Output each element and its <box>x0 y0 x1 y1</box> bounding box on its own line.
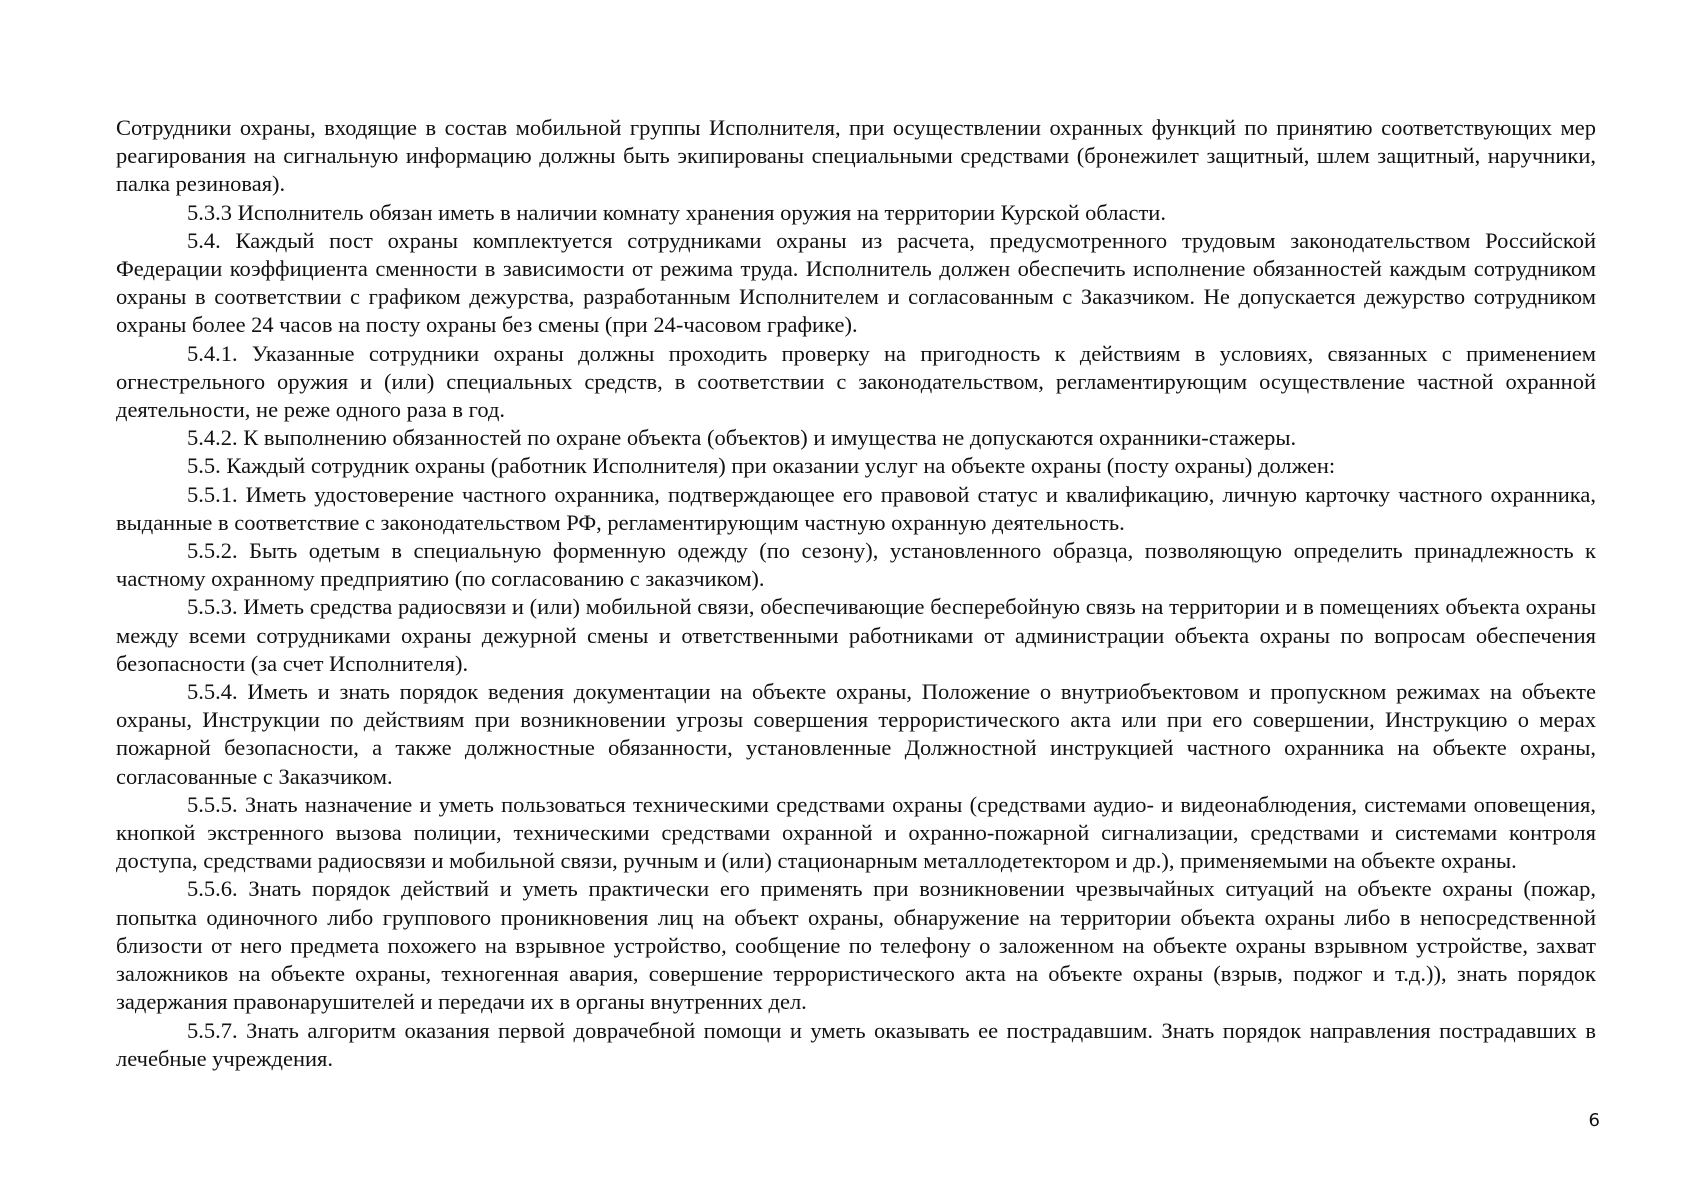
paragraph-5-3-3: 5.3.3 Исполнитель обязан иметь в наличии комнату хранения оружия на территории Курской области. <box>187 199 1166 225</box>
paragraph-5-4-2: 5.4.2. К выполнению обязанностей по охране объекта (объектов) и имущества не допускаются охранники-стажеры. <box>187 425 1297 451</box>
paragraph-5-5-4: 5.5.4. Иметь и знать порядок ведения документации на объекте охраны, Положение о внутриобъектовом и пропускном режимах на объекте охраны, Инструкции по действиям при возникновении угрозы совершения террористического акта или при его совершении, Инструкцию о мерах пожарной безопасности, а также должностные обязанности, установленные Должностной инструкцией частного охранника на объекте охраны, согласованные с Заказчиком. <box>116 679 1596 789</box>
paragraph-5-4: 5.4. Каждый пост охраны комплектуется сотрудниками охраны из расчета, предусмотренного трудовым законодательством Российской Федерации коэффициента сменности в зависимости от режима труда. Исполнитель должен обеспечить исполнение обязанностей каждым сотрудником охраны в соответствии с графиком дежурства, разработанным Исполнителем и согласованным с Заказчиком. Не допускается дежурство сотрудником охраны более 24 часов на посту охраны без смены (при 24-часовом графике). <box>116 227 1596 338</box>
paragraph-5-4-1: 5.4.1. Указанные сотрудники охраны должны проходить проверку на пригодность к действиям в условиях, связанных с применением огнестрельного оружия и (или) специальных средств, в соответствии с законодательством, регламентирующим осуществление частной охранной деятельности, не реже одного раза в год. <box>116 340 1596 423</box>
document-body <box>116 114 1596 1073</box>
paragraph-5-5-6: 5.5.6. Знать порядок действий и уметь практически его применять при возникновении чрезвычайных ситуаций на объекте охраны (пожар, попытка одиночного либо группового проникновения лиц на объект охраны, обнаружение на территории объекта охраны либо в непосредственной близости от него предмета похожего на взрывное устройство, сообщение по телефону о заложенном на объекте охраны взрывном устройстве, захват заложников на объекте охраны, техногенная авария, совершение террористического акта на объекте охраны (взрыв, поджог и т.д.)), знать порядок задержания правонарушителей и передачи их в органы внутренних дел. <box>116 876 1596 1015</box>
paragraph-continuation: Сотрудники охраны, входящие в состав мобильной группы Исполнителя, при осуществлении охранных функций по принятию соответствующих мер реагирования на сигнальную информацию должны быть экипированы специальными средствами (бронежилет защитный, шлем защитный, наручники, палка резиновая). <box>116 115 1596 197</box>
paragraph-5-5-3: 5.5.3. Иметь средства радиосвязи и (или) мобильной связи, обеспечивающие бесперебойную связь на территории и в помещениях объекта охраны между всеми сотрудниками охраны дежурной смены и ответственными работниками от администрации объекта охраны по вопросам обеспечения безопасности (за счет Исполнителя). <box>116 594 1596 676</box>
paragraph-5-5-2: 5.5.2. Быть одетым в специальную форменную одежду (по сезону), установленного образца, позволяющую определить принадлежность к частному охранному предприятию (по согласованию с заказчиком). <box>116 538 1596 592</box>
page-number: 6 <box>1588 1110 1600 1131</box>
paragraph-5-5-5: 5.5.5. Знать назначение и уметь пользоваться техническими средствами охраны (средствами аудио- и видеонаблюдения, системами оповещения, кнопкой экстренного вызова полиции, техническими средствами охранной и охранно-пожарной сигнализации, средствами и системами контроля доступа, средствами радиосвязи и мобильной связи, ручным и (или) стационарным металлодетектором и др.), применяемыми на объекте охраны. <box>116 791 1596 874</box>
paragraph-5-5: 5.5. Каждый сотрудник охраны (работник Исполнителя) при оказании услуг на объекте охраны (посту охраны) должен: <box>187 453 1336 479</box>
paragraph-5-5-1: 5.5.1. Иметь удостоверение частного охранника, подтверждающее его правовой статус и квалификацию, личную карточку частного охранника, выданные в соответствие с законодательством РФ, регламентирующим частную охранную деятельность. <box>116 481 1596 535</box>
paragraph-5-5-7: 5.5.7. Знать алгоритм оказания первой доврачебной помощи и уметь оказывать ее пострадавшим. Знать порядок направления пострадавших в лечебные учреждения. <box>116 1017 1596 1071</box>
